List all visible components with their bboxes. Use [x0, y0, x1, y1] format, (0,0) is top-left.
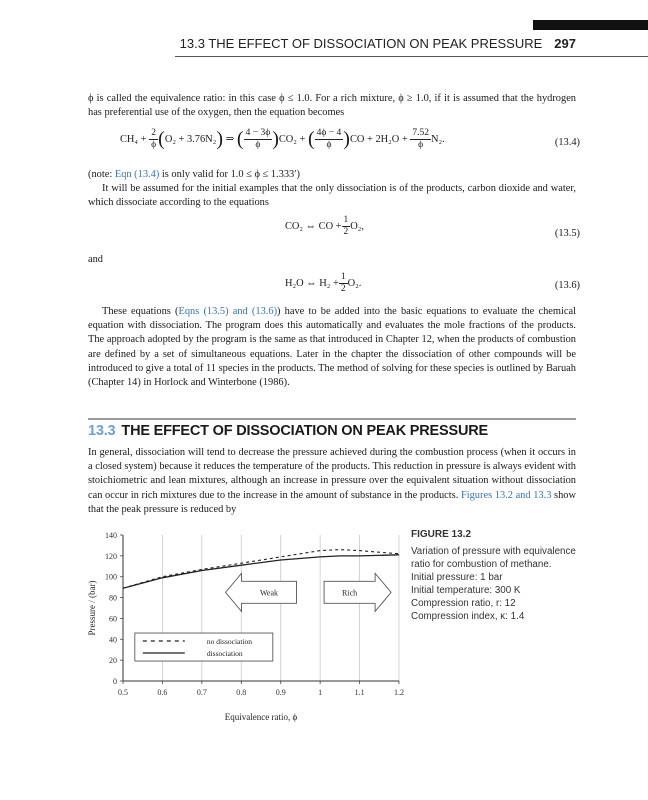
paragraph-peak-pressure: In general, dissociation will tend to decrease the pressure achieved during the combustion process (when it occurs in a closed system) because it reduces the temperature of the products. This reduction in pressure is always evident with stoichiometric and lean mixtures, although an increase in pressure over the equivalent situation without dissociation can occur in rich mixtures due to the increase in the amount of substance in the products. Figures 13.2 and 13.3 show that the peak pressure is reduced by [88, 447, 576, 515]
caption-line: Compression ratio, r: 12 [411, 598, 516, 609]
y-tick-label: 60 [109, 614, 117, 624]
fraction: $\frac{4\phi - 4}{\phi}$ [316, 128, 342, 150]
caption-line: Initial pressure: 1 bar [411, 572, 503, 583]
section-rule [88, 418, 576, 420]
x-tick-label: 1.2 [394, 688, 404, 697]
fraction: $\frac{7.52}{\phi}$ [412, 128, 429, 150]
eq-arrow: ⇒ [225, 133, 235, 145]
x-tick-label: 0.7 [196, 688, 207, 697]
x-tick-label: 0.9 [275, 688, 286, 697]
figures-link[interactable]: Figures 13.2 and 13.3 [460, 489, 552, 501]
section-number: 13.3 [88, 423, 116, 439]
eq-air: O₂ + 3.76N₂ [164, 133, 217, 145]
paragraph-dissociation-intro: It will be assumed for the initial examples that the only dissociation is of the products, carbon dioxide and water, which dissociate according to the equations [88, 183, 576, 209]
x-axis-label: Equivalence ratio, ϕ [224, 712, 298, 722]
equation-13-5: CO₂ ⇔ CO + $\frac{1}{2}$ O₂, [285, 215, 365, 237]
section-heading [88, 423, 488, 439]
caption-line: Compression index, κ: 1.4 [411, 611, 525, 622]
y-tick-label: 0 [113, 677, 117, 686]
equation-number: (13.6) [554, 280, 580, 291]
rich-arrow [324, 573, 391, 611]
y-tick-label: 20 [109, 656, 117, 666]
running-head [0, 36, 576, 51]
y-tick-label: 80 [109, 593, 117, 603]
weak-arrow-label: Weak [259, 588, 279, 598]
x-tick-label: 1.1 [354, 688, 365, 697]
figure-title: FIGURE 13.2 [411, 529, 472, 540]
y-tick-label: 120 [105, 551, 117, 561]
x-tick-label: 0.8 [236, 688, 247, 697]
legend-label: dissociation [206, 649, 243, 659]
caption-line: ratio for combustion of methane. [411, 559, 552, 570]
caption-line: Variation of pressure with equivalence [411, 546, 576, 557]
x-tick-label: 1 [318, 688, 323, 697]
fraction: $\frac{4 - 3\phi}{\phi}$ [245, 128, 271, 150]
y-axis-label: Pressure / (bar) [87, 580, 97, 636]
y-tick-label: 140 [105, 531, 117, 540]
x-tick-label: 0.5 [118, 688, 128, 697]
page-number: 297 [554, 36, 576, 51]
top-color-bar [533, 20, 648, 30]
equation-13-6: H₂O ⇔ H₂ + $\frac{1}{2}$ O₂. [285, 272, 362, 294]
figure-caption [411, 528, 581, 623]
note-line: (note: Eqn (13.4) is only valid for 1.0 ≤ ϕ ≤ 1.333′) [88, 169, 300, 180]
paragraph-equivalence-ratio: ϕ is called the equivalence ratio: in this case ϕ ≤ 1.0. For a rich mixture, ϕ ≥ 1.0, if it is assumed that the hydrogen has preferential use of the oxygen, then the equation becomes [88, 93, 576, 119]
x-tick-label: 0.6 [157, 688, 168, 697]
equation-number: (13.5) [554, 228, 580, 239]
legend-box [135, 633, 273, 661]
rich-arrow-label: Rich [342, 588, 358, 598]
eq-ch4: CH₄ + [120, 133, 147, 145]
section-title: THE EFFECT OF DISSOCIATION ON PEAK PRESSURE [121, 423, 488, 439]
pressure-chart [80, 525, 410, 725]
legend-label: no dissociation [206, 637, 253, 647]
fraction: $\frac{2}{\phi}$ [151, 128, 157, 150]
caption-line: Initial temperature: 300 K [411, 585, 521, 596]
header-rule [175, 56, 648, 57]
equation-13-4: CH₄ + $\frac{2}{\phi}$ (O₂ + 3.76N₂) ⇒ ( $\frac{4 - 3\phi}{\phi}$ )CO₂ + ( $\frac{4\phi - 4}{\phi}$ )CO + 2H₂O + $\frac{7.52}{\phi}$ N₂. [120, 128, 445, 150]
and-word: and [88, 254, 104, 265]
equation-number: (13.4) [554, 137, 580, 148]
y-tick-label: 40 [109, 635, 117, 645]
running-head-title: 13.3 THE EFFECT OF DISSOCIATION ON PEAK PRESSURE [179, 36, 543, 51]
paragraph-equations: These equations (Eqns (13.5) and (13.6)) have to be added into the basic equations to evaluate the chemical equation with dissociation. The program does this automatically and evaluates the mole fractions of the products. The approach adopted by the program is the same as that introduced in Chapter 12, when the products of combustion are defined by a set of simultaneous equations. Later in the chapter the dissociation of other compounds will be introduced to give a total of 11 species in the products. The method of solving for these species is outlined by Baruah (Chapter 14) in Horlock and Winterbone (1986). [88, 306, 576, 389]
eqns-link[interactable]: Eqns (13.5) and (13.6) [178, 306, 278, 317]
eqn-link[interactable]: Eqn (13.4) [114, 169, 160, 180]
y-tick-label: 100 [105, 572, 117, 582]
